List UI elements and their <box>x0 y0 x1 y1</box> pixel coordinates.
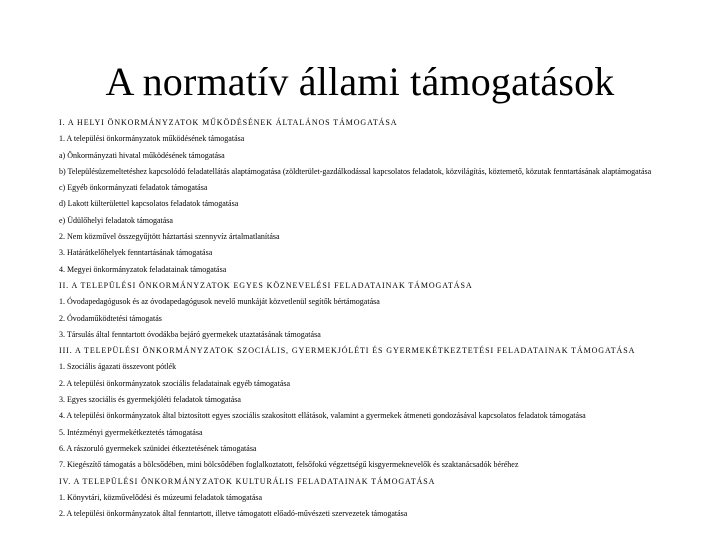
list-item: 3. Határátkelőhelyek fenntartásának támogatása <box>59 248 213 258</box>
list-item: 1. Könyvtári, közművelődési és múzeumi feladatok támogatása <box>59 492 263 502</box>
list-item: 1. A települési önkormányzatok működésének támogatása <box>59 134 245 144</box>
slide-body <box>59 118 659 525</box>
list-item: 2. Óvodaműködtetési támogatás <box>59 313 162 323</box>
list-item: b) Településüzemeltetéshez kapcsolódó feladatellátás alaptámogatása (zöldterület-gazdálkodással kapcsolatos feladatok, közvilágítás, köztemető, közutak fenntartásának alaptámogatása <box>59 166 652 176</box>
list-item: 2. A települési önkormányzatok által fenntartott, illetve támogatott előadó-művészeti szervezetek támogatása <box>59 509 408 519</box>
list-item: 2. A települési önkormányzatok szociális feladatainak egyéb támogatása <box>59 378 291 388</box>
section-heading: II. A TELEPÜLÉSI ÖNKORMÁNYZATOK EGYES KÖZNEVELÉSI FELADATAINAK TÁMOGATÁSA <box>59 280 473 290</box>
list-item: 4. A települési önkormányzatok által biztosított egyes szociális szakosított ellátások, valamint a gyermekek átmeneti gondozásával kapcsolatos feladatok támogatása <box>59 411 586 421</box>
list-item: e) Üdülőhelyi feladatok támogatása <box>59 215 173 225</box>
list-item: 7. Kiegészítő támogatás a bölcsődében, mini bölcsődében foglalkoztatott, felsőfokú végzettségű kisgyermeknevelők és szaktanácsadók béréhez <box>59 460 519 470</box>
list-item: 6. A rászoruló gyermekek szünidei étkeztetésének támogatása <box>59 443 257 453</box>
list-item: 4. Megyei önkormányzatok feladatainak támogatása <box>59 264 227 274</box>
list-item: 1. Óvodapedagógusok és az óvodapedagógusok nevelő munkáját közvetlenül segítők bértámogatása <box>59 297 380 307</box>
list-item: a) Önkormányzati hivatal működésének támogatása <box>59 150 225 160</box>
section-heading: III. A TELEPÜLÉSI ÖNKORMÁNYZATOK SZOCIÁLIS, GYERMEKJÓLÉTI ÉS GYERMEKÉTKEZTETÉSI FELADATAINAK TÁMOGATÁSA <box>59 346 636 356</box>
list-item: 3. Egyes szociális és gyermekjóléti feladatok támogatása <box>59 395 241 405</box>
list-item: d) Lakott külterülettel kapcsolatos feladatok támogatása <box>59 199 239 209</box>
section-heading: I. A HELYI ÖNKORMÁNYZATOK MŰKÖDÉSÉNEK ÁLTALÁNOS TÁMOGATÁSA <box>59 118 398 127</box>
section-heading: IV. A TELEPÜLÉSI ÖNKORMÁNYZATOK KULTURÁLIS FELADATAINAK TÁMOGATÁSA <box>59 476 436 486</box>
list-item: 2. Nem közművel összegyűjtött háztartási szennyvíz ártalmatlanítása <box>59 232 280 242</box>
list-item: 1. Szociális ágazati összevont pótlék <box>59 362 177 372</box>
list-item: 3. Társulás által fenntartott óvodákba bejáró gyermekek utaztatásának támogatása <box>59 329 321 339</box>
list-item: 5. Intézményi gyermekétkeztetés támogatása <box>59 427 203 437</box>
list-item: c) Egyéb önkormányzati feladatok támogatása <box>59 183 208 193</box>
slide-title: A normatív állami támogatások <box>105 59 615 104</box>
